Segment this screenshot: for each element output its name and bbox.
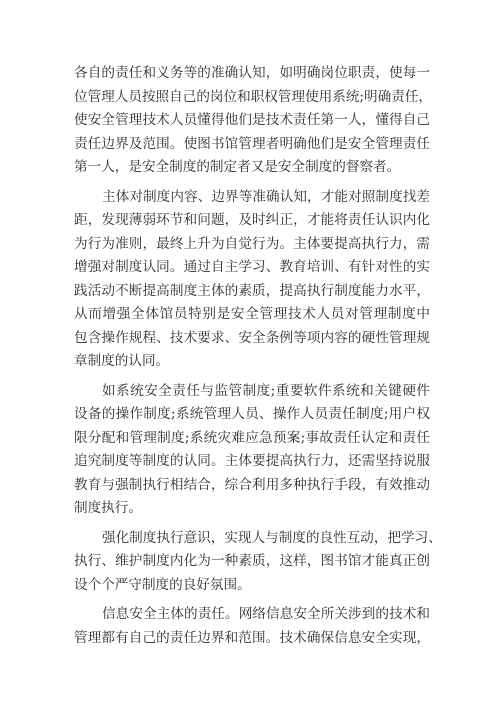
text-line: 如系统安全责任与监管制度;重要软件系统和关键硬件 [102, 382, 430, 399]
text-line: 追究制度等制度的认同。主体要提高执行力，还需坚持说服 [74, 453, 430, 469]
text-line: 信息安全主体的责任。网络信息安全所关涉到的技术和 [102, 606, 430, 622]
paragraph-1 [74, 62, 433, 180]
paragraph-5 [74, 603, 430, 650]
paragraph-3 [74, 380, 430, 521]
text-line: 位管理人员按照自己的岗位和职权管理使用系统;明确责任， [74, 88, 433, 105]
text-line: 限分配和管理制度;系统灾难应急预案;事故责任认定和责任 [74, 429, 430, 446]
text-line: 教育与强制执行相结合，综合利用多种执行手段，有效推动 [74, 476, 430, 493]
text-line: 包含操作规程、技术要求、安全条例等项内容的硬性管理规 [74, 329, 430, 346]
text-line: 管理都有自己的责任边界和范围。技术确保信息安全实现， [74, 629, 430, 646]
text-line: 距，发现薄弱环节和问题，及时纠正，才能将责任认识内化 [74, 212, 430, 228]
paragraph-2 [74, 186, 430, 374]
text-line: 增强对制度认同。通过自主学习、教育培训、有针对性的实 [74, 259, 430, 275]
text-line: 设备的操作制度;系统管理人员、操作人员责任制度;用户权 [74, 406, 430, 422]
text-line: 主体对制度内容、边界等准确认知，才能对照制度找差 [102, 188, 430, 205]
text-line: 为行为准则，最终上升为自觉行为。主体要提高执行力，需 [74, 235, 430, 252]
text-line: 各自的责任和义务等的准确认知，如明确岗位职责，使每一 [74, 65, 430, 81]
text-line: 责任边界及范围。使图书馆管理者明确他们是安全管理责任 [74, 135, 430, 152]
text-line: 践活动不断提高制度主体的素质，提高执行制度能力水平， [74, 282, 430, 299]
text-line: 强化制度执行意识，实现人与制度的良性互动，把学习、 [102, 529, 442, 546]
text-line: 第一人，是安全制度的制定者又是安全制度的督察者。 [74, 159, 401, 175]
text-line: 执行、维护制度内化为一种素质，这样，图书馆才能真正创 [74, 553, 430, 569]
text-line: 制度执行。 [74, 500, 142, 516]
paragraph-4 [74, 527, 442, 598]
text-line: 设个个严守制度的良好氛围。 [74, 576, 251, 593]
text-line: 使安全管理技术人员懂得他们是技术责任第一人，懂得自己 [74, 112, 430, 128]
document-body [74, 62, 442, 650]
text-line: 章制度的认同。 [74, 353, 170, 369]
text-line: 从而增强全体馆员特别是安全管理技术人员对管理制度中 [74, 306, 430, 322]
